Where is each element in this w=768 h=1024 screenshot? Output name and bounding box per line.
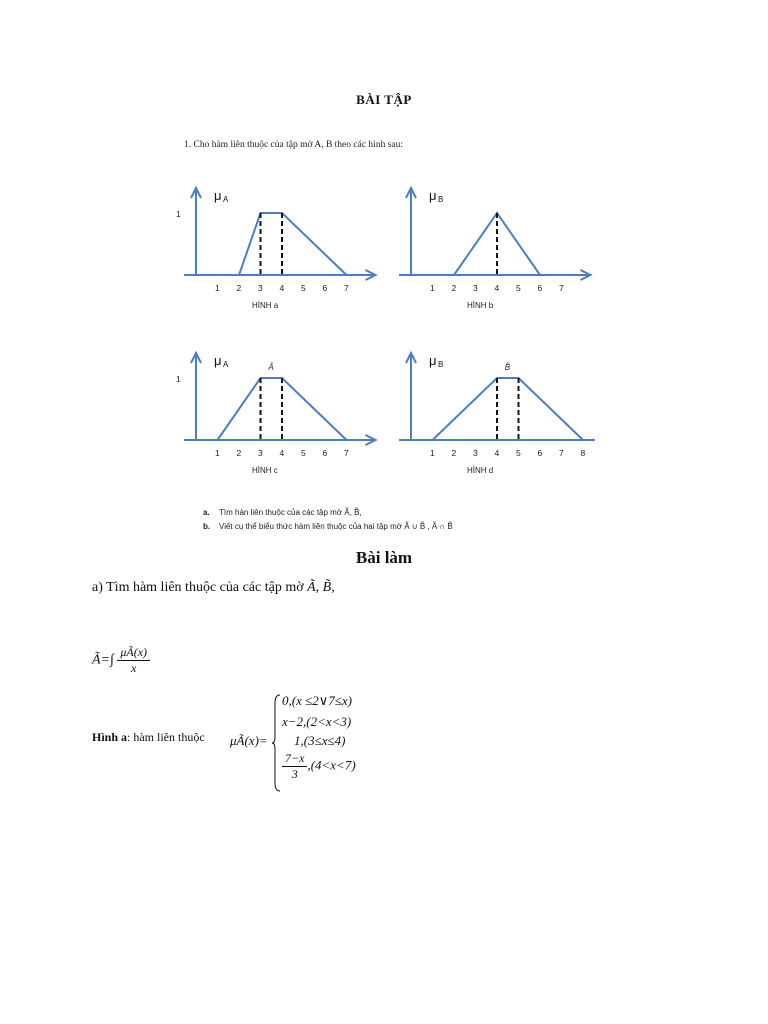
definition-denominator: x [131, 661, 137, 675]
x-tick-label: 4 [279, 448, 285, 458]
x-tick-label: 5 [516, 448, 521, 458]
task-a-text: Tìm hàn liên thuộc của các tập mờ Ã, B̃, [219, 508, 362, 517]
figure-c [160, 345, 380, 485]
task-b-label: b. [203, 522, 211, 531]
mu-label: μ [429, 353, 437, 368]
x-tick-label: 4 [494, 448, 500, 458]
definition-numerator: μÃ(x) [117, 645, 150, 661]
x-tick-label: 6 [537, 283, 543, 293]
x-tick-label: 4 [494, 283, 500, 293]
brace [272, 693, 282, 793]
part-a-sets: Ã, B̃, [307, 580, 335, 595]
x-tick-label: 2 [236, 448, 242, 458]
y-tick-label: 1 [176, 374, 181, 384]
figure-caption: HÌNH c [252, 466, 278, 475]
hinh-a-bold: Hình a [92, 730, 128, 744]
part-a-line [92, 580, 335, 596]
task-b-text: Viết cụ thể biểu thức hàm liên thuộc của hai tập mờ Ã ∪ B̃ , Ã ∩ B̃ [219, 522, 453, 531]
case-4 [282, 751, 356, 782]
mu-subscript: B [438, 360, 444, 369]
definition-lhs: Ã=∫ [92, 652, 114, 668]
membership-curve [433, 378, 584, 440]
hinh-a-line [92, 730, 205, 745]
figure-b [375, 180, 595, 320]
x-tick-label: 8 [580, 448, 586, 458]
figure-a [160, 180, 380, 320]
set-label: B̃ [504, 363, 511, 372]
case-4-denominator: 3 [291, 767, 298, 781]
mu-expression: μÃ(x)= [230, 733, 268, 748]
x-tick-label: 2 [451, 283, 457, 293]
page-title: BÀI TẬP [356, 92, 412, 107]
mu-subscript: B [438, 195, 444, 204]
x-tick-label: 5 [301, 448, 306, 458]
case-4-fraction [282, 751, 307, 782]
mu-label: μ [214, 188, 222, 203]
x-tick-label: 1 [430, 448, 435, 458]
x-tick-label: 6 [322, 283, 328, 293]
mu-subscript: A [223, 360, 229, 369]
case-3: 1,(3≤x≤4) [294, 733, 346, 748]
figure-caption: HÌNH b [467, 301, 494, 310]
part-a-text: a) Tìm hàm liên thuộc của các tập mờ [92, 580, 304, 595]
piecewise-function [226, 693, 406, 793]
question-text: 1. Cho hàm liên thuộc của tập mờ A, B theo các hình sau: [184, 140, 403, 150]
set-label: Ã [268, 363, 274, 372]
mu-subscript: A [223, 195, 229, 204]
figure-d [375, 345, 595, 485]
x-tick-label: 4 [279, 283, 285, 293]
y-tick-label: 1 [176, 209, 181, 219]
definition-a [92, 645, 150, 676]
task-list [203, 506, 453, 534]
definition-fraction [117, 645, 150, 676]
x-tick-label: 3 [258, 448, 263, 458]
figure-caption: HÌNH a [252, 301, 279, 310]
mu-label: μ [429, 188, 437, 203]
x-tick-label: 1 [430, 283, 435, 293]
x-tick-label: 1 [215, 448, 220, 458]
figure-caption: HÌNH d [467, 466, 494, 475]
case-4-condition: ,(4<x<7) [307, 757, 356, 773]
task-a-label: a. [203, 508, 210, 517]
x-tick-label: 7 [559, 283, 564, 293]
case-1: 0,(x ≤2∨7≤x) [282, 693, 352, 708]
task-b [203, 520, 453, 534]
x-tick-label: 7 [344, 283, 349, 293]
x-tick-label: 5 [301, 283, 306, 293]
case-2: x−2,(2<x<3) [282, 714, 352, 729]
x-tick-label: 3 [258, 283, 263, 293]
x-tick-label: 3 [473, 448, 478, 458]
hinh-a-text: : hàm liên thuộc [127, 730, 205, 744]
solution-heading: Bài làm [355, 548, 413, 567]
mu-label: μ [214, 353, 222, 368]
task-a [203, 506, 453, 520]
x-tick-label: 2 [451, 448, 457, 458]
case-4-numerator: 7−x [282, 751, 307, 767]
x-tick-label: 6 [537, 448, 543, 458]
x-tick-label: 7 [559, 448, 564, 458]
x-tick-label: 5 [516, 283, 521, 293]
x-tick-label: 2 [236, 283, 242, 293]
membership-curve [239, 213, 347, 275]
x-tick-label: 6 [322, 448, 328, 458]
x-tick-label: 1 [215, 283, 220, 293]
x-tick-label: 3 [473, 283, 478, 293]
x-tick-label: 7 [344, 448, 349, 458]
